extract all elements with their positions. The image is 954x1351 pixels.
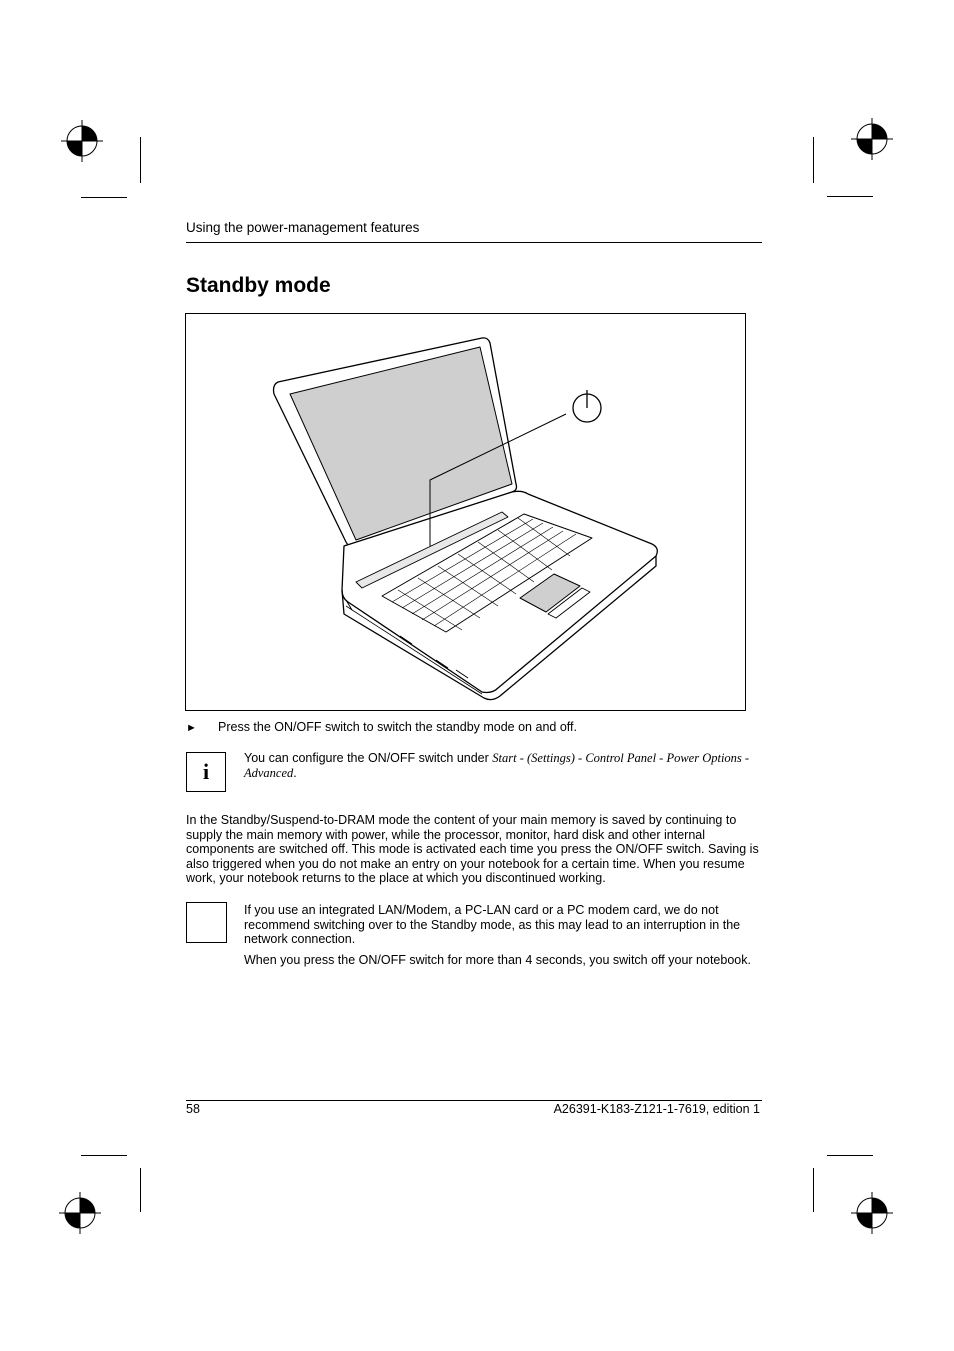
info-text-suffix: . xyxy=(293,766,297,780)
step-text: Press the ON/OFF switch to switch the standby mode on and off. xyxy=(218,720,577,734)
document-id: A26391-K183-Z121-1-7619, edition 1 xyxy=(553,1102,760,1116)
page-number: 58 xyxy=(186,1102,200,1116)
instruction-step xyxy=(186,720,766,734)
info-icon: i xyxy=(186,752,226,792)
crop-mark-bottom-right-h xyxy=(827,1155,873,1156)
header-rule xyxy=(186,242,762,243)
info-text-prefix: You can configure the ON/OFF switch under xyxy=(244,751,493,765)
warning-paragraph-2: When you press the ON/OFF switch for more than 4 seconds, you switch off your notebook. xyxy=(244,952,751,967)
registration-mark-icon xyxy=(851,1192,893,1234)
crop-mark-bottom-right-v xyxy=(813,1168,814,1212)
running-head: Using the power-management features xyxy=(186,220,420,235)
footer-rule xyxy=(186,1100,762,1101)
body-paragraph: In the Standby/Suspend-to-DRAM mode the content of your main memory is saved by continuing to supply the main memory with power, while the processor, monitor, hard disk and other internal components are switched off. This mode is activated each time you press the ON/OFF switch. Saving is also triggered when you do not make an entry on your notebook for a certain time. When you resume work, your notebook returns to the place at which you discontinued working. xyxy=(186,813,759,886)
crop-mark-bottom-left-h xyxy=(81,1155,127,1156)
warning-paragraph-1: If you use an integrated LAN/Modem, a PC-LAN card or a PC modem card, we do not recommend switching over to the Standby mode, as this may lead to an interruption in the network connection. xyxy=(244,903,741,947)
step-arrow-icon: ► xyxy=(186,722,197,734)
figure-frame xyxy=(185,313,746,711)
settings-path: Start - (Settings) - Control Panel - Power Options - Advanced xyxy=(244,751,750,780)
crop-mark-top-right-v xyxy=(813,137,814,183)
laptop-illustration-icon xyxy=(186,314,746,711)
registration-mark-icon xyxy=(59,1192,101,1234)
crop-mark-top-right-h xyxy=(827,196,873,197)
note-icon xyxy=(186,902,227,943)
registration-mark-icon xyxy=(61,120,103,162)
registration-mark-icon xyxy=(851,118,893,160)
warning-note xyxy=(244,903,760,973)
crop-mark-top-left-h xyxy=(81,197,127,198)
crop-mark-top-left-v xyxy=(140,137,141,183)
crop-mark-bottom-left-v xyxy=(140,1168,141,1212)
page-title: Standby mode xyxy=(186,274,331,297)
info-note-text xyxy=(244,751,760,781)
